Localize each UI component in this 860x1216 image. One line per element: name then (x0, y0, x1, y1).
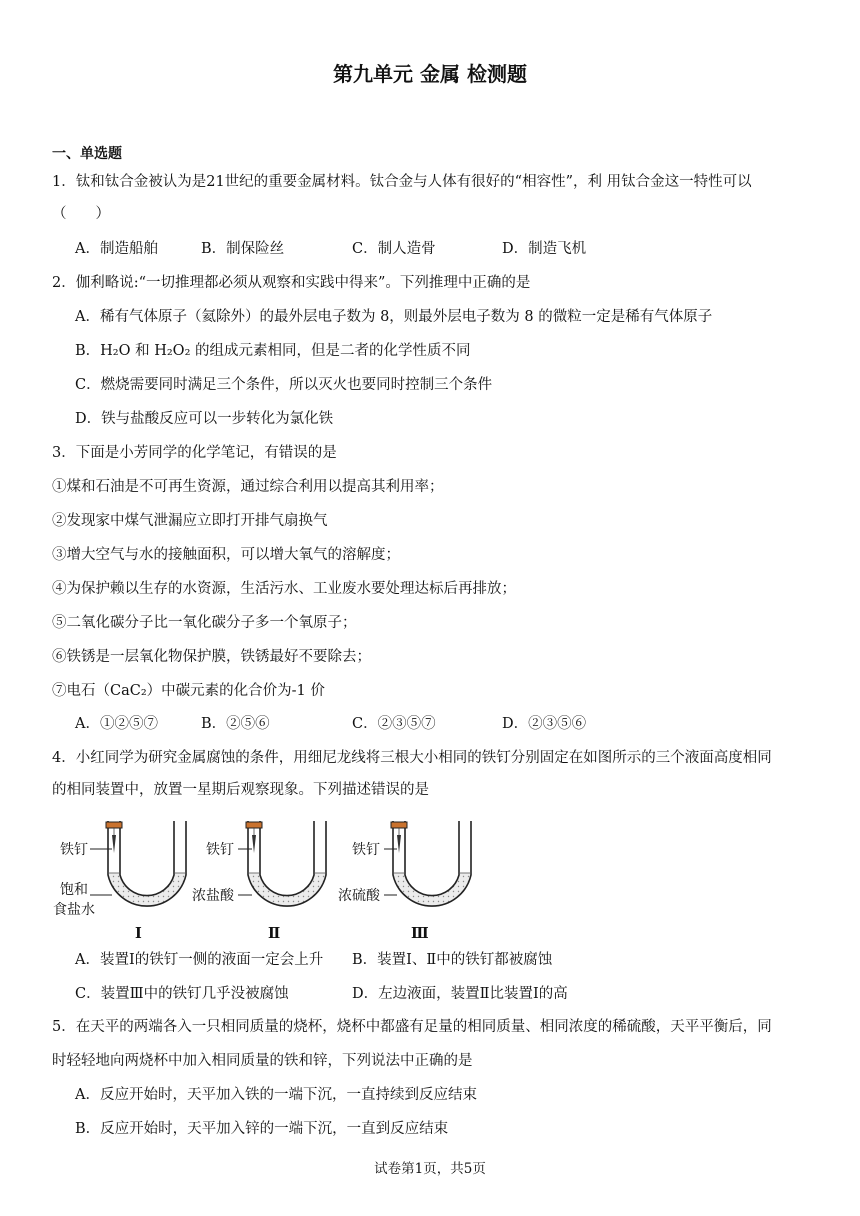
fig-label-nail-1: 铁钉 (60, 842, 88, 858)
section-heading: 一、单选题 (52, 146, 122, 162)
fig-numeral-2: Ⅱ (268, 925, 281, 942)
q4-option-d: D．左边液面，装置Ⅱ比装置Ⅰ的高 (352, 986, 568, 1002)
page-footer: 试卷第1页，共5页 (374, 1161, 486, 1177)
q1-option-b: B．制保险丝 (201, 241, 285, 257)
nail-2-icon (252, 835, 256, 853)
liquid-3 (393, 873, 471, 906)
q2-option-b: B．H₂O 和 H₂O₂ 的组成元素相同，但是二者的化学性质不同 (75, 343, 471, 359)
page-title: 第九单元 金属 检测题 (333, 62, 527, 86)
apparatus-3 (384, 821, 471, 906)
liquid-2 (248, 873, 326, 906)
fig-label-liquid-3: 浓硫酸 (338, 888, 380, 904)
q5-stem-line1: 5．在天平的两端各入一只相同质量的烧杯，烧杯中都盛有足量的相同质量、相同浓度的稀硫酸，天平平衡后，同 (52, 1019, 772, 1035)
q5-stem-line2: 时轻轻地向两烧杯中加入相同质量的铁和锌，下列说法中正确的是 (52, 1053, 473, 1069)
apparatus-2 (238, 821, 326, 906)
q4-option-c: C．装置Ⅲ中的铁钉几乎没被腐蚀 (75, 986, 289, 1002)
q2-stem: 2．伽利略说:“一切推理都必须从观察和实践中得来”。下列推理中正确的是 (52, 275, 531, 291)
fig-label-liquid-1b: 食盐水 (53, 902, 95, 918)
q3-note-7: ⑦电石（CaC₂）中碳元素的化合价为-1 价 (52, 683, 325, 699)
q4-option-a: A．装置Ⅰ的铁钉一侧的液面一定会上升 (75, 952, 324, 968)
q3-note-4: ④为保护赖以生存的水资源，生活污水、工业废水要处理达标后再排放； (52, 581, 516, 597)
u-tube-figure (52, 815, 472, 950)
fig-label-nail-3: 铁钉 (352, 842, 380, 858)
q3-note-5: ⑤二氧化碳分子比一氧化碳分子多一个氧原子； (52, 615, 357, 631)
q5-option-a: A．反应开始时，天平加入铁的一端下沉，一直持续到反应结束 (75, 1087, 477, 1103)
q4-stem-line2: 的相同装置中，放置一星期后观察现象。下列描述错误的是 (52, 782, 429, 798)
apparatus-1 (90, 821, 186, 911)
q3-note-3: ③增大空气与水的接触面积，可以增大氧气的溶解度； (52, 547, 400, 563)
q3-stem: 3．下面是小芳同学的化学笔记，有错误的是 (52, 445, 337, 461)
q3-option-d: D．②③⑤⑥ (502, 716, 587, 732)
q1-option-c: C．制人造骨 (352, 241, 436, 257)
q2-option-a: A．稀有气体原子（氦除外）的最外层电子数为 8，则最外层电子数为 8 的微粒一定是稀有气体原子 (75, 309, 713, 325)
fig-label-liquid-2: 浓盐酸 (192, 888, 234, 904)
q4-option-b: B．装置Ⅰ、Ⅱ中的铁钉都被腐蚀 (352, 952, 553, 968)
q1-option-d: D．制造飞机 (502, 241, 587, 257)
nail-1-icon (112, 835, 116, 853)
stopper-3 (391, 822, 407, 828)
q1-stem-line2: （ ） (52, 206, 110, 222)
q3-option-b: B．②⑤⑥ (201, 716, 270, 732)
q3-note-2: ②发现家中煤气泄漏应立即打开排气扇换气 (52, 513, 328, 529)
q1-option-a: A．制造船舶 (75, 241, 158, 257)
q3-option-c: C．②③⑤⑦ (352, 716, 436, 732)
q4-stem-line1: 4．小红同学为研究金属腐蚀的条件，用细尼龙线将三根大小相同的铁钉分别固定在如图所示的三个液面高度相同 (52, 750, 772, 766)
q3-note-6: ⑥铁锈是一层氧化物保护膜，铁锈最好不要除去； (52, 649, 371, 665)
fig-numeral-3: Ⅲ (411, 925, 429, 942)
q3-option-a: A．①②⑤⑦ (75, 716, 158, 732)
nail-3-icon (397, 835, 401, 853)
fig-label-liquid-1a: 饱和 (60, 882, 88, 898)
liquid-1 (108, 873, 186, 906)
fig-label-nail-2: 铁钉 (206, 842, 234, 858)
q5-option-b: B．反应开始时，天平加入锌的一端下沉，一直到反应结束 (75, 1121, 449, 1137)
fig-numeral-1: Ⅰ (135, 925, 142, 942)
q1-stem-line1: 1．钛和钛合金被认为是21世纪的重要金属材料。钛合金与人体有很好的“相容性”，利 用钛合金这一特性可以 (52, 174, 752, 190)
stopper-1 (106, 822, 122, 828)
stopper-2 (246, 822, 262, 828)
q3-note-1: ①煤和石油是不可再生资源，通过综合利用以提高其利用率； (52, 479, 444, 495)
q2-option-d: D．铁与盐酸反应可以一步转化为氯化铁 (75, 411, 334, 427)
q2-option-c: C．燃烧需要同时满足三个条件，所以灭火也要同时控制三个条件 (75, 377, 493, 393)
